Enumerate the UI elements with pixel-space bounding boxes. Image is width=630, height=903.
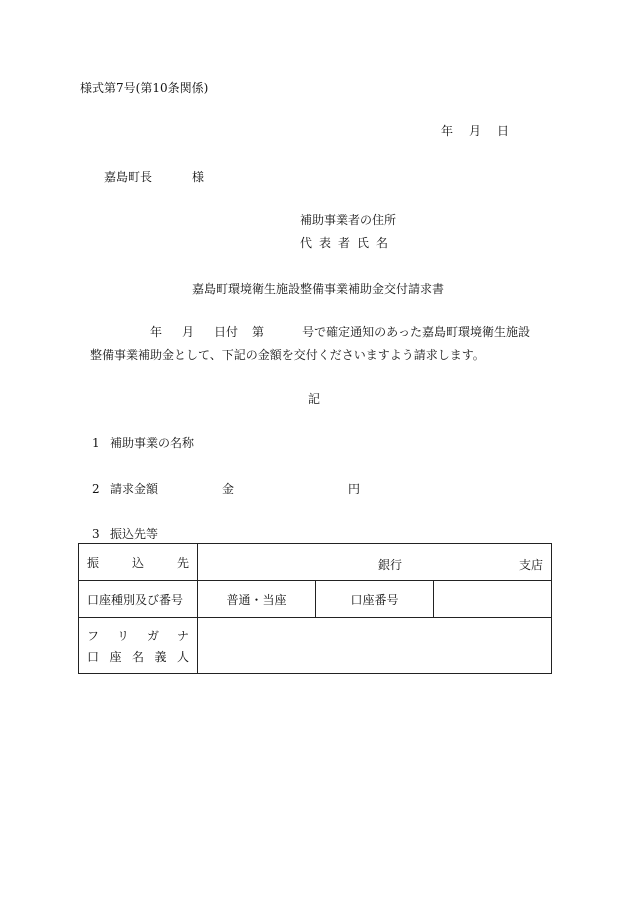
sender-name-label: 代表者氏名 — [300, 236, 396, 250]
item-label: 振込先等 — [110, 527, 159, 541]
ki-heading: 記 — [308, 392, 321, 406]
account-number-label: 口座番号 — [316, 581, 434, 618]
form-number: 様式第7号(第10条関係) — [80, 81, 209, 95]
body-line-1 — [150, 326, 530, 338]
item-label: 補助事業の名称 — [110, 436, 195, 450]
amount-en: 円 — [348, 482, 361, 496]
account-number-field[interactable] — [434, 581, 552, 618]
body-year: 年 — [150, 325, 163, 339]
addressee-honorific: 様 — [192, 170, 205, 184]
item-number: 2 — [92, 482, 100, 496]
table-row — [79, 581, 552, 618]
account-type-options[interactable]: 普通・当座 — [198, 581, 316, 618]
table-row — [79, 618, 552, 674]
year-label: 年 — [441, 124, 454, 138]
sender-address-label: 補助事業者の住所 — [300, 213, 397, 227]
day-label: 日 — [497, 124, 510, 138]
account-holder-field[interactable] — [198, 618, 552, 674]
body-dated: 日付 — [214, 325, 239, 339]
amount-kin: 金 — [222, 482, 235, 496]
item-transfer-destination — [92, 528, 158, 540]
body-month: 月 — [182, 325, 195, 339]
item-project-name — [92, 437, 194, 449]
item-number: 3 — [92, 527, 100, 541]
branch-label: 支店 — [518, 558, 543, 572]
item-label: 請求金額 — [110, 482, 159, 496]
document-title: 嘉島町環境衛生施設整備事業補助金交付請求書 — [192, 282, 445, 296]
addressee — [104, 171, 204, 183]
item-request-amount — [92, 483, 360, 495]
account-holder-label: フ リ ガ ナ 口 座 名 義 人 — [79, 618, 198, 674]
body-line-2: 整備事業補助金として、下記の金額を交付くださいますよう請求します。 — [90, 348, 485, 362]
table-row — [79, 544, 552, 581]
body-no-prefix: 第 — [252, 325, 265, 339]
account-type-label: 口座種別及び番号 — [79, 581, 198, 618]
bank-branch-field[interactable] — [198, 544, 552, 581]
transfer-dest-label: 振 込 先 — [79, 544, 198, 581]
addressee-name: 嘉島町長 — [104, 170, 153, 184]
transfer-table — [78, 543, 552, 674]
bank-label: 銀行 — [378, 558, 403, 572]
body-line1-rest: 号で確定通知のあった嘉島町環境衛生施設 — [302, 325, 530, 339]
month-label: 月 — [469, 124, 482, 138]
item-number: 1 — [92, 436, 100, 450]
date-line — [441, 125, 509, 137]
